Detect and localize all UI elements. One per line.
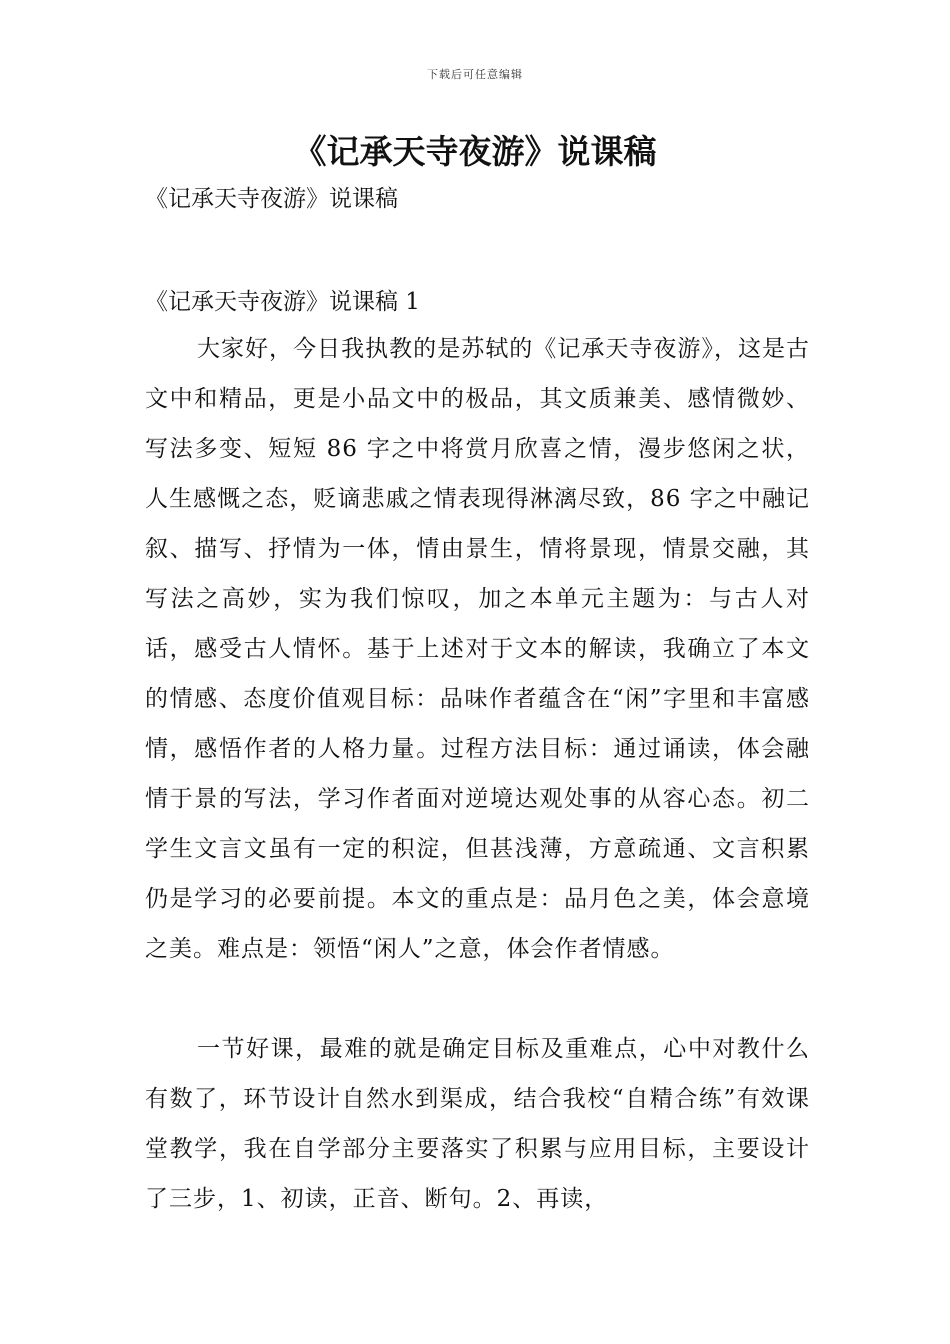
document-subtitle: 《记承天寺夜游》说课稿 [145,186,398,212]
body-paragraph: 大家好，今日我执教的是苏轼的《记承天寺夜游》，这是古文中和精品，更是小品文中的极品，其文质兼美、感情微妙、写法多变、短短 86 字之中将赏月欣喜之情，漫步悠闲之状，人生感慨之态，贬谪悲戚之情表现得淋漓尽致，86 字之中融记叙、描写、抒情为一体，情由景生，情将景现，情景交融，其写法之高妙，实为我们惊叹，加之本单元主题为：与古人对话，感受古人情怀。基于上述对于文本的解读，我确立了本文的情感、态度价值观目标：品味作者蕴含在“闲”字里和丰富感情，感悟作者的人格力量。过程方法目标：通过诵读，体会融情于景的写法，学习作者面对逆境达观处事的从容心态。初二学生文言文虽有一定的积淀，但甚浅薄，方意疏通、文言积累仍是学习的必要前提。本文的重点是：品月色之美，体会意境之美。难点是：领悟“闲人”之意，体会作者情感。 [145,336,810,962]
body-paragraph: 一节好课，最难的就是确定目标及重难点，心中对教什么有数了，环节设计自然水到渠成，结合我校“自精合练”有效课堂教学，我在自学部分主要落实了积累与应用目标，主要设计了三步，1、初读，正音、断句。2、再读， [145,1036,810,1212]
section-heading: 《记承天寺夜游》说课稿 1 [145,289,420,315]
header-note: 下载后可任意编辑 [427,68,523,81]
document-title: 《记承天寺夜游》说课稿 [293,132,657,171]
